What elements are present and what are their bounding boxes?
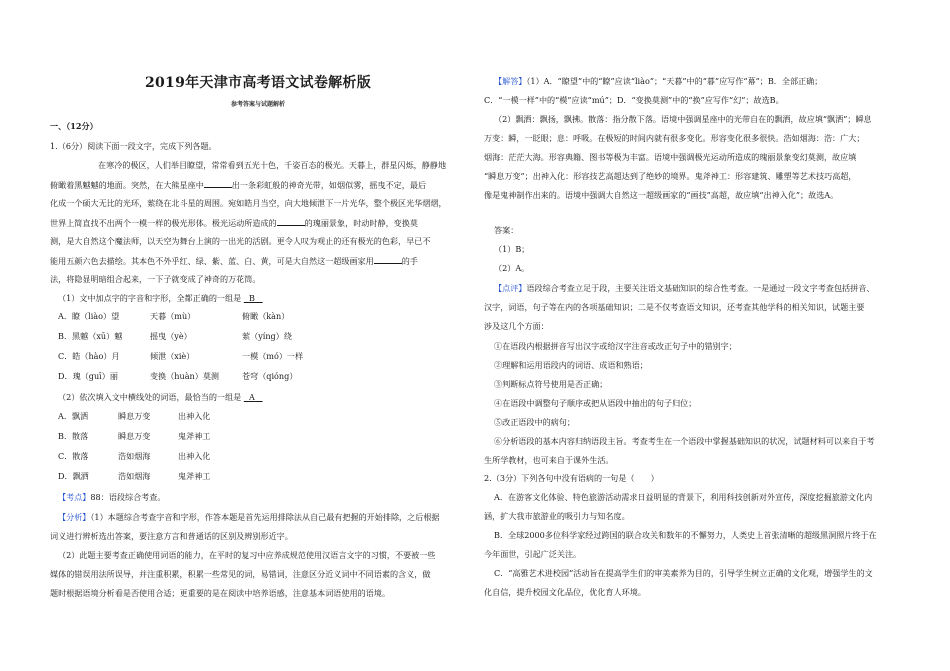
jieda-line: 烟海：茫茫大海。形容典籍、图书等极为丰富。语境中强调极光运动所造成的瑰丽景象变幻莫测，故应填 bbox=[484, 152, 857, 162]
point-item: 生所学教材，也可来自于课外生活。 bbox=[484, 455, 614, 465]
passage-line bbox=[50, 255, 466, 267]
option-b-part3: 萦（yíng）绕 bbox=[242, 331, 292, 341]
fenxi-label: 【分析】 bbox=[58, 512, 91, 522]
fenxi-line: （2）此题主要考查正确使用词语的能力，在平时的复习中应养成规范使用汉语言文字的习惯，不要被一些 bbox=[58, 550, 436, 560]
option-d-part1: D．飘洒 bbox=[58, 471, 89, 481]
jieda-line: 万变：瞬，一眨眼；息：呼吸。在极短的时间内就有很多变化。形容变化很多很快。浩如烟海：浩：广大； bbox=[484, 133, 865, 143]
question-1-stem: 1.（6分）阅读下面一段文字，完成下列各题。 bbox=[50, 141, 217, 151]
option-row bbox=[50, 451, 466, 462]
passage-text: 世界上简直找不出两个一模一样的极光形体。极光运动所造成的 bbox=[50, 218, 277, 228]
answer-heading: 答案： bbox=[494, 225, 519, 235]
kaodian-label: 【考点】 bbox=[58, 492, 91, 502]
question-2-option: 化自信，提升校园文化品位，优化育人环境。 bbox=[484, 587, 646, 597]
blank-2 bbox=[277, 217, 305, 226]
option-a-part3: 出神入化 bbox=[178, 411, 211, 421]
passage-line: 测，是大自然这个魔法师，以天空为舞台上演的一出光的活剧。更令人叹为观止的还有极光的色彩，早已不 bbox=[50, 236, 431, 246]
sub-question-2 bbox=[58, 392, 474, 403]
passage-text: 出一条彩虹般的神奇光带，如烟似雾，摇曳不定，最后 bbox=[231, 180, 427, 190]
option-d-part2: 变换（huàn）莫测 bbox=[150, 371, 220, 381]
option-d-part3: 鬼斧神工 bbox=[178, 471, 211, 481]
option-d-part1: D．瑰（guī）丽 bbox=[58, 371, 118, 381]
option-row bbox=[50, 431, 466, 442]
question-2-option: B．全球2000多位科学家经过跨国的联合攻关和数年的不懈努力，人类史上首张清晰的超级黑洞照片终于在 bbox=[494, 530, 877, 540]
answer-line: （2）A。 bbox=[494, 263, 530, 273]
option-a-part1: A．瞭（liào）望 bbox=[58, 311, 120, 321]
option-row bbox=[50, 471, 466, 482]
option-b-part1: B．黑魆（xū）魆 bbox=[58, 331, 123, 341]
jieda-line bbox=[494, 76, 900, 87]
option-row bbox=[50, 351, 466, 362]
option-a-part1: A．飘洒 bbox=[58, 411, 89, 421]
point-item: ⑥分析语段的基本内容归纳语段主旨。考查考生在一个语段中掌握基础知识的状况，试题材料可以来自于考 bbox=[494, 436, 875, 446]
option-c-part3: 一模（mó）一样 bbox=[242, 351, 304, 361]
fenxi-line bbox=[58, 512, 466, 523]
question-2-option: 今年面世，引起广泛关注。 bbox=[484, 549, 582, 559]
passage-line: 在寒冷的极区，人们举目瞭望，常常看到五光十色，千姿百态的极光。天暮上，群星闪烁，静静地 bbox=[98, 160, 447, 170]
passage-line bbox=[50, 179, 466, 191]
blank-3 bbox=[374, 255, 402, 264]
dianping-line: 汉字，词语，句子等在内的各项基础知识；二是不仅考查语文知识，还考查其他学科的相关知识，试题主要 bbox=[484, 302, 865, 312]
sub-question-1-answer bbox=[244, 293, 263, 303]
answer-line: （1）B； bbox=[494, 244, 530, 254]
question-2-stem: 2.（3分）下列各句中没有语病的一句是（ ） bbox=[484, 473, 659, 483]
page-subtitle: 参考答案与试题解析 bbox=[230, 101, 285, 108]
sub-question-2-answer bbox=[244, 392, 263, 402]
option-d-part2: 浩如烟海 bbox=[118, 471, 151, 481]
fenxi-line: 题时根据语境分析看是否使用合适；更重要的是在阅读中培养语感，注意基本词语使用的语境。 bbox=[50, 588, 390, 598]
option-c-part2: 浩如烟海 bbox=[118, 451, 151, 461]
fenxi-text: （1）本题综合考查字音和字形，作答本题是首先运用排除法从自己最有把握的开始排除，之后根据 bbox=[90, 512, 440, 522]
jieda-line: （2）飘洒：飘扬，飘拂。散落：指分散下落。语境中强调星座中的光带自在的飘洒，故应填“飘洒”；瞬息 bbox=[494, 114, 872, 124]
option-b-part3: 鬼斧神工 bbox=[178, 431, 211, 441]
option-row bbox=[50, 331, 466, 342]
fenxi-line: 媒体的错误用法所误导，并注重积累，积累一些常见的词，易错词，注意区分近义词中不同语素的含义，做 bbox=[50, 569, 431, 579]
option-row bbox=[50, 311, 466, 322]
option-row bbox=[50, 371, 466, 382]
jieda-line: C．“一模一样”中的“模”应读“mú”；D．“变换莫测”中的“换”应写作“幻”；故选B。 bbox=[484, 95, 784, 105]
dianping-line bbox=[494, 283, 900, 294]
jieda-line: “瞬息万变”；出神入化：形容技艺高超达到了绝妙的境界。鬼斧神工：形容建筑、雕塑等艺术技巧高超， bbox=[484, 171, 857, 181]
fenxi-line: 词义进行辨析选出答案，要注意方言和普通话的区别及辨别形近字。 bbox=[50, 531, 293, 541]
option-row bbox=[50, 411, 466, 422]
dianping-label: 【点评】 bbox=[494, 283, 527, 293]
sub-question-text: （2）依次填入文中横线处的词语，最恰当的一组是 bbox=[58, 392, 242, 402]
passage-line: 法，将隐显明暗组合起来，一下子就变成了神奇的万花筒。 bbox=[50, 274, 261, 284]
passage-line bbox=[50, 217, 466, 229]
jieda-label: 【解答】 bbox=[494, 76, 527, 86]
answer-letter: B bbox=[248, 293, 255, 303]
option-a-part2: 天暮（mù） bbox=[150, 311, 196, 321]
sub-question-text: （1）文中加点字的字音和字形，全都正确的一组是 bbox=[58, 293, 242, 303]
section-heading: 一、（12分） bbox=[50, 121, 98, 131]
question-2-option: A．在游客文化体验、特色旅游活动需求日益明显的背景下，利用科技创新对外宣传，深度挖掘旅游文化内 bbox=[494, 492, 873, 502]
option-c-part2: 倾泄（xiè） bbox=[150, 351, 195, 361]
point-item: ④在语段中调整句子顺序或把从语段中抽出的句子归位； bbox=[494, 398, 697, 408]
dianping-text: 语段综合考查立足于段，主要关注语文基础知识的综合性考查。一是通过一段文字考查包括拼音、 bbox=[526, 283, 875, 293]
sub-question-1 bbox=[58, 293, 474, 304]
question-2-option: 涵，扩大我市旅游业的吸引力与知名度。 bbox=[484, 511, 630, 521]
dianping-line: 涉及这几个方面： bbox=[484, 321, 549, 331]
kaodian-text: 88：语段综合考查。 bbox=[90, 492, 166, 502]
passage-text: 的手 bbox=[401, 256, 418, 266]
answer-letter: A bbox=[248, 392, 255, 402]
jieda-text: （1）A．“瞭望”中的“瞭”应读“liào”；“天暮”中的“暮”应写作“幕”；B．全部正确； bbox=[526, 76, 823, 86]
blank-1 bbox=[204, 179, 232, 188]
jieda-line: 像是鬼神制作出来的。语境中强调大自然这一超级画家的“画技”高超，故应填“出神入化”；故选A。 bbox=[484, 190, 839, 200]
option-c-part1: C．散落 bbox=[58, 451, 89, 461]
passage-text: 俯瞰着黑魆魆的地面。突然，在大熊星座中 bbox=[50, 180, 204, 190]
question-2-option: C．“高雅艺术进校园”活动旨在提高学生们的审美素养为目的，引导学生树立正确的文化观，增强学生的文 bbox=[494, 568, 873, 578]
option-a-part3: 俯瞰（kàn） bbox=[242, 311, 290, 321]
passage-line: 化成一个硕大无比的光环，萦绕在北斗星的周围。宛如皓月当空，向大地倾泄下一片光华，整个极区光华熠熠， bbox=[50, 198, 447, 208]
option-b-part2: 摇曳（yè） bbox=[150, 331, 192, 341]
kaodian bbox=[58, 492, 474, 503]
option-b-part2: 瞬息万变 bbox=[118, 431, 151, 441]
point-item: ②理解和运用语段内的词语、成语和熟语； bbox=[494, 360, 648, 370]
passage-text: 的瑰丽景象，时动时静，变换莫 bbox=[304, 218, 418, 228]
point-item: ③判断标点符号使用是否正确； bbox=[494, 379, 608, 389]
page-title: 2019年天津市高考语文试卷解析版 bbox=[144, 75, 372, 91]
option-d-part3: 苍穹（qióng） bbox=[242, 371, 298, 381]
passage-text: 能用五颜六色去描绘。其本色不外乎红、绿、紫、蓝、白、黄，可是大自然这一超级画家用 bbox=[50, 256, 374, 266]
option-b-part1: B．散落 bbox=[58, 431, 89, 441]
option-c-part3: 出神入化 bbox=[178, 451, 211, 461]
point-item: ①在语段内根据拼音写出汉字或给汉字注音或改正句子中的错别字； bbox=[494, 341, 737, 351]
point-item: ⑤改正语段中的病句； bbox=[494, 417, 575, 427]
option-c-part1: C．皓（hào）月 bbox=[58, 351, 120, 361]
option-a-part2: 瞬息万变 bbox=[118, 411, 151, 421]
